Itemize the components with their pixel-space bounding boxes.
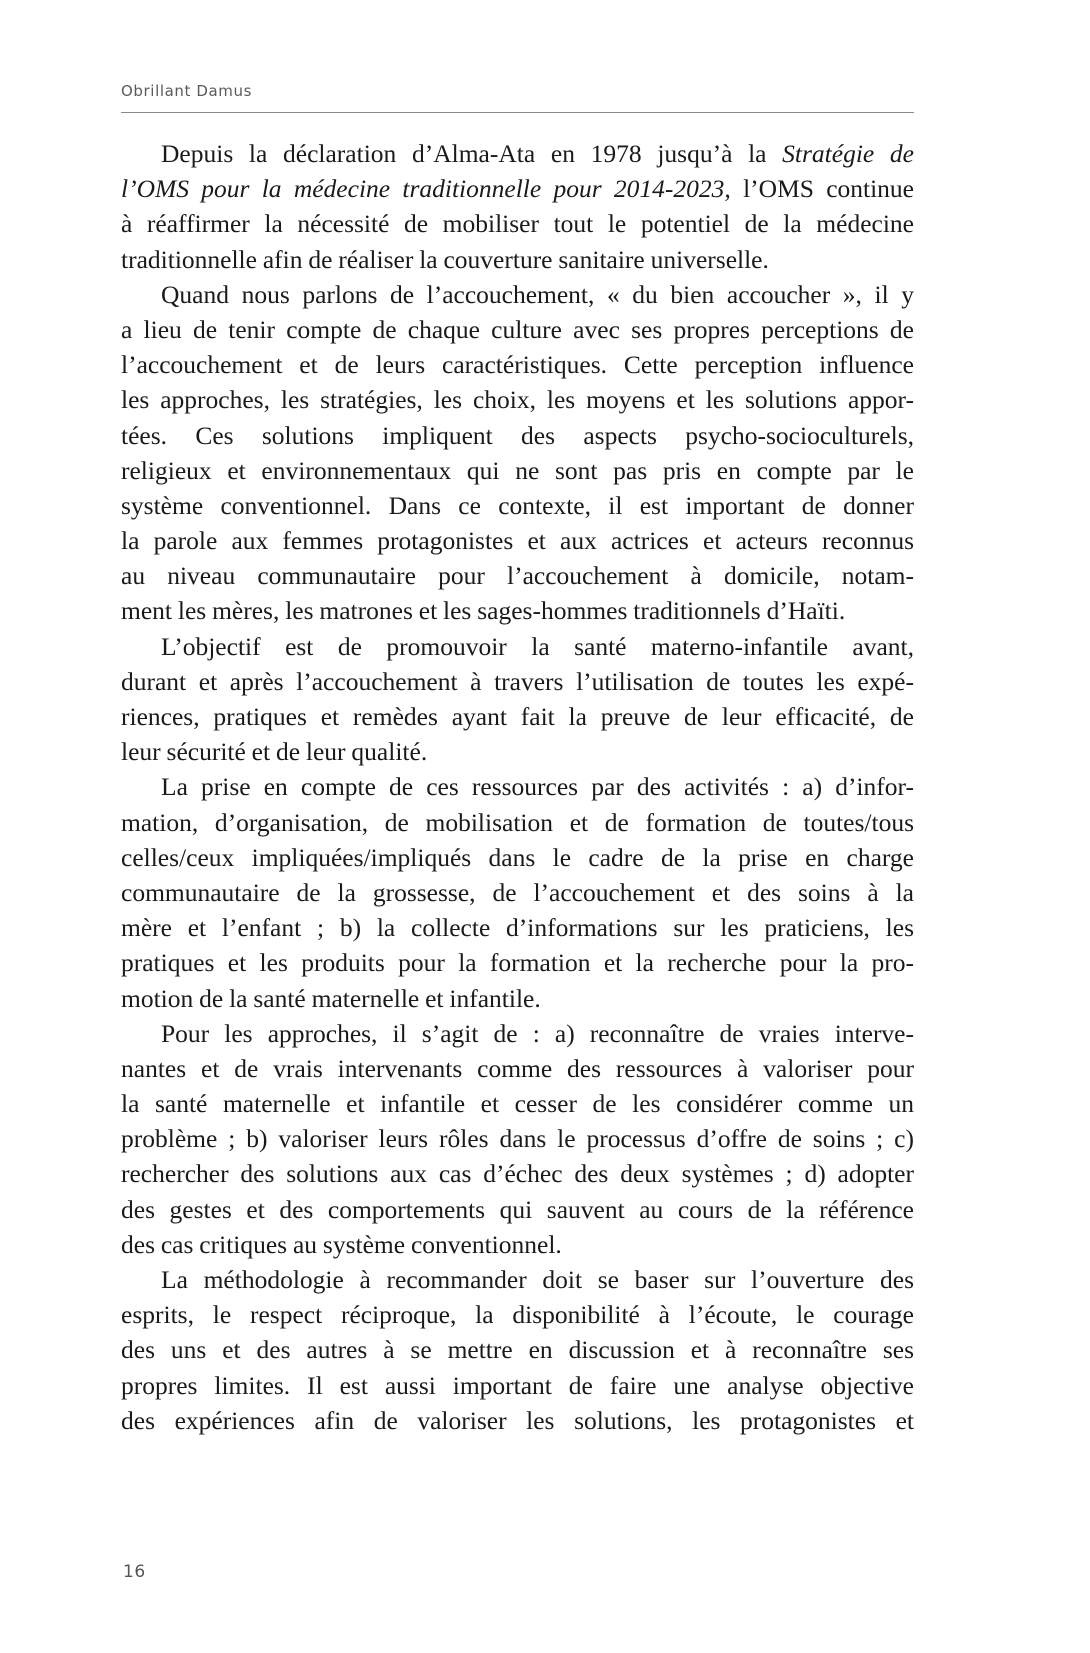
paragraph [121,1016,914,1262]
text-line [121,488,914,523]
text-run: à réaffirmer la nécessité de mobiliser tout le potentiel de la médecine [121,209,914,239]
italic-title: Stratégie de [782,139,914,168]
header-rule [121,112,914,113]
text-line [121,875,914,910]
text-line [121,1086,914,1121]
text-run: L’objectif est de promouvoir la santé materno-infantile avant, [161,631,914,661]
text-run: traditionnelle afin de réaliser la couverture sanitaire universelle. [121,244,769,274]
text-line [121,347,914,382]
text-line [121,840,914,875]
text-line [121,1227,914,1262]
text-line [121,1368,914,1403]
text-run: rechercher des solutions aux cas d’échec des deux systèmes ; d) adopter [121,1159,914,1189]
text-run: problème ; b) valoriser leurs rôles dans le processus d’offre de soins ; c) [121,1124,914,1154]
text-line [121,277,914,312]
text-run: religieux et environnementaux qui ne sont pas pris en compte par le [121,455,914,485]
text-line [121,805,914,840]
text-run: l’accouchement et de leurs caractéristiques. Cette perception influence [121,350,914,380]
text-line [121,1297,914,1332]
paragraph [121,629,914,770]
text-line [121,1156,914,1191]
text-run: la parole aux femmes protagonistes et aux actrices et acteurs reconnus [121,526,914,556]
text-run: l’OMS continue [730,174,915,204]
text-run: des cas critiques au système conventionnel. [121,1229,562,1259]
text-run: leur sécurité et de leur qualité. [121,737,428,767]
text-line [121,1403,914,1438]
text-run: système conventionnel. Dans ce contexte, il est important de donner [121,490,914,520]
text-line [121,981,914,1016]
text-run: tées. Ces solutions impliquent des aspects psycho-socioculturels, [121,420,914,450]
text-run: celles/ceux impliquées/impliqués dans le cadre de la prise en charge [121,842,914,872]
text-run: les approches, les stratégies, les choix, les moyens et les solutions appor- [121,385,914,415]
text-line [121,734,914,769]
text-line [121,242,914,277]
text-run: La méthodologie à recommander doit se baser sur l’ouverture des [161,1265,914,1294]
text-line [121,629,914,664]
text-line [121,523,914,558]
text-line [121,699,914,734]
text-run: au niveau communautaire pour l’accouchement à domicile, notam- [121,561,914,591]
paragraph [121,1262,914,1438]
text-run: des uns et des autres à se mettre en discussion et à reconnaître ses [121,1335,914,1365]
paragraph [121,277,914,629]
text-run: esprits, le respect réciproque, la disponibilité à l’écoute, le courage [121,1300,914,1330]
text-run: Quand nous parlons de l’accouchement, « du bien accoucher », il y [161,279,914,309]
text-run: mation, d’organisation, de mobilisation et de formation de toutes/tous [121,807,914,837]
text-line [121,1262,914,1297]
text-line [121,312,914,347]
text-line [121,910,914,945]
body-text [121,136,914,1438]
text-run: La prise en compte de ces ressources par des activités : a) d’infor- [161,772,914,802]
paragraph [121,136,914,277]
text-line [121,1051,914,1086]
page-number: 16 [123,1562,146,1582]
text-line [121,418,914,453]
text-line [121,453,914,488]
italic-title: l’OMS pour la médecine traditionnelle pour 2014-2023, [121,174,731,204]
text-run: Pour les approches, il s’agit de : a) reconnaître de vraies interve- [161,1018,914,1048]
text-run: a lieu de tenir compte de chaque culture avec ses propres perceptions de [121,314,914,344]
text-line [121,593,914,628]
text-run: propres limites. Il est aussi important de faire une analyse objective [121,1370,914,1400]
text-run: des gestes et des comportements qui sauvent au cours de la référence [121,1194,914,1224]
paragraph [121,769,914,1015]
text-run: pratiques et les produits pour la formation et la recherche pour la pro- [121,948,914,978]
text-run: communautaire de la grossesse, de l’accouchement et des soins à la [121,877,914,907]
text-run: nantes et de vrais intervenants comme des ressources à valoriser pour [121,1053,914,1083]
text-line [121,1016,914,1051]
text-run: mère et l’enfant ; b) la collecte d’informations sur les praticiens, les [121,913,914,943]
text-line [121,1192,914,1227]
text-line [121,945,914,980]
text-run: Depuis la déclaration d’Alma-Ata en 1978 jusqu’à la [161,139,783,168]
text-run: ment les mères, les matrones et les sages-hommes traditionnels d’Haïti. [121,596,846,626]
running-head-author: Obrillant Damus [121,82,253,100]
text-line [121,382,914,417]
text-line [121,558,914,593]
text-line [121,664,914,699]
text-run: durant et après l’accouchement à travers l’utilisation de toutes les expé- [121,666,914,696]
text-run: motion de la santé maternelle et infantile. [121,983,541,1013]
text-run: la santé maternelle et infantile et cesser de les considérer comme un [121,1089,914,1119]
text-line [121,1332,914,1367]
text-line [121,769,914,804]
text-line [121,136,914,171]
text-line [121,206,914,241]
text-run: riences, pratiques et remèdes ayant fait la preuve de leur efficacité, de [121,702,914,731]
text-line [121,1121,914,1156]
text-line [121,171,914,206]
text-run: des expériences afin de valoriser les solutions, les protagonistes et [121,1405,914,1435]
